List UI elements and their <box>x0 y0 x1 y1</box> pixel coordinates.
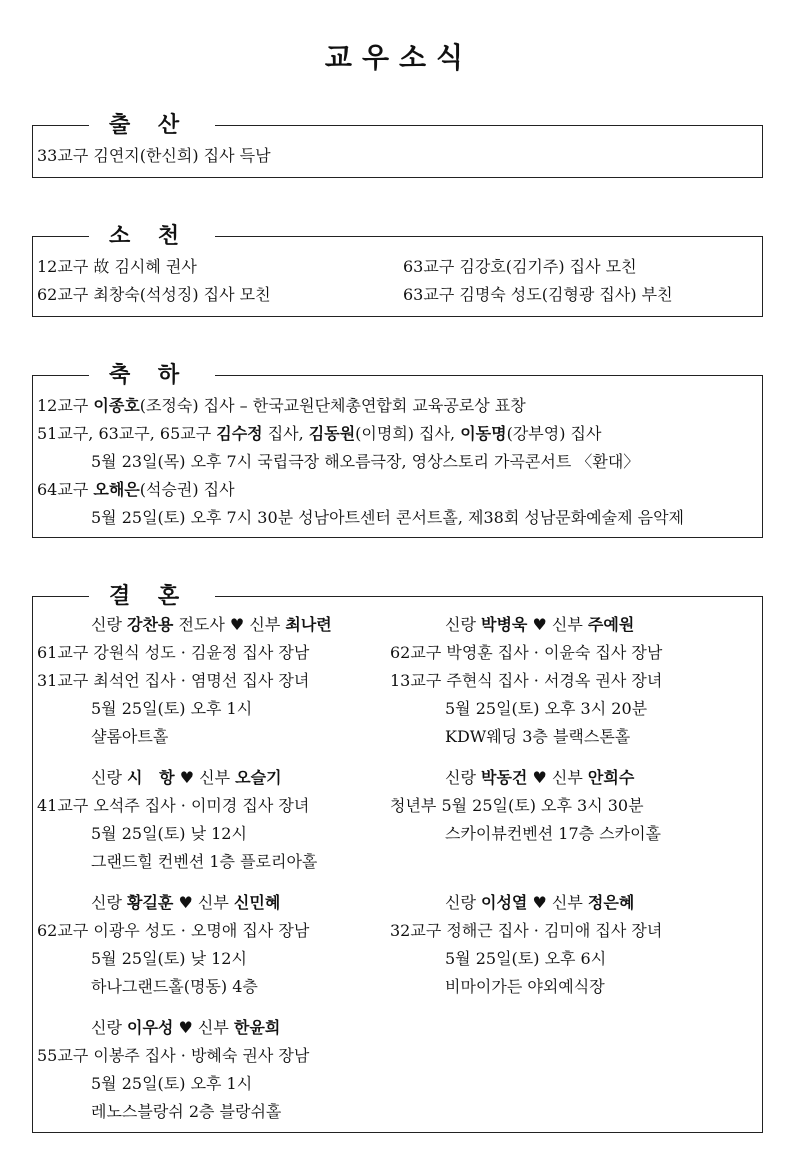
page-title: 교우소식 <box>324 41 474 74</box>
wedding-venue: 비마이가든 야외예식장 <box>445 977 605 996</box>
birth-section-title: 출 산 <box>89 110 215 140</box>
bride-name: 안희수 <box>587 768 635 787</box>
wedding-section <box>32 583 763 1133</box>
bride-prefix: 신부 <box>199 768 236 787</box>
death-section-title: 소 천 <box>89 221 215 251</box>
heart-icon: ♥ <box>178 1018 193 1037</box>
wedding-venue: KDW웨딩 3층 블랙스톤홀 <box>445 727 631 746</box>
congrats-section <box>32 362 763 538</box>
groom-prefix: 신랑 <box>91 615 127 634</box>
bride-name: 최나련 <box>285 615 332 634</box>
congrats-entry <box>37 480 235 500</box>
congrats-text: (이명희) 집사, <box>355 424 461 443</box>
groom-prefix: 신랑 <box>91 1018 127 1037</box>
wedding-couple-heading <box>91 768 282 788</box>
heart-icon: ♥ <box>178 893 193 912</box>
congrats-name: 김동원 <box>308 424 356 443</box>
congrats-text: (조정숙) 집사 – 한국교원단체총연합회 교육공로상 표창 <box>139 396 526 415</box>
groom-name: 이성열 <box>481 893 528 912</box>
groom-prefix: 신랑 <box>91 893 127 912</box>
bride-name: 정은혜 <box>587 893 635 912</box>
wedding-date: 5월 25일(토) 낮 12시 <box>91 949 247 968</box>
wedding-venue: 샬롬아트홀 <box>91 727 169 746</box>
congrats-text: 12교구 <box>37 396 94 415</box>
birth-entry: 33교구 김연지(한신희) 집사 득남 <box>37 146 271 165</box>
groom-prefix: 신랑 <box>445 615 481 634</box>
groom-name: 이우성 <box>127 1018 174 1037</box>
wedding-couple-heading <box>445 615 634 635</box>
heart-icon: ♥ <box>179 768 195 787</box>
wedding-parents: 55교구 이봉주 집사 · 방혜숙 권사 장남 <box>37 1046 310 1065</box>
heart-icon: ♥ <box>532 768 547 787</box>
wedding-date: 5월 25일(토) 오후 3시 20분 <box>445 699 648 718</box>
death-entry: 63교구 김강호(김기주) 집사 모친 <box>403 257 637 276</box>
groom-name: 시 항 <box>127 768 175 787</box>
congrats-text: 64교구 <box>37 480 94 499</box>
congrats-text: (석승권) 집사 <box>139 480 235 499</box>
congrats-name: 오해은 <box>93 480 140 499</box>
wedding-date: 5월 25일(토) 낮 12시 <box>91 824 247 843</box>
congrats-text: 집사, <box>262 424 309 443</box>
bride-prefix: 신부 <box>197 1018 234 1037</box>
wedding-venue: 레노스블랑쉬 2층 블랑쉬홀 <box>91 1102 282 1121</box>
wedding-date: 5월 25일(토) 오후 1시 <box>91 1074 253 1093</box>
congrats-entry <box>37 396 526 416</box>
wedding-parents: 32교구 정해근 집사 · 김미애 집사 장녀 <box>390 921 663 940</box>
bride-name: 주예원 <box>587 615 635 634</box>
wedding-parents: 41교구 오석주 집사 · 이미경 집사 장녀 <box>37 796 310 815</box>
wedding-parents: 62교구 이광우 성도 · 오명애 집사 장남 <box>37 921 310 940</box>
groom-name: 박동건 <box>481 768 528 787</box>
wedding-couple-heading <box>445 768 634 788</box>
birth-section <box>32 112 763 178</box>
death-entry: 62교구 최창숙(석성징) 집사 모친 <box>37 285 271 304</box>
congrats-name: 김수정 <box>216 424 263 443</box>
wedding-couple-heading <box>91 1018 280 1038</box>
groom-prefix: 신랑 <box>91 768 127 787</box>
wedding-parents: 31교구 최석언 집사 · 염명선 집사 장녀 <box>37 671 310 690</box>
wedding-date: 5월 25일(토) 오후 1시 <box>91 699 253 718</box>
death-entry: 63교구 김명숙 성도(김형광 집사) 부친 <box>403 285 673 304</box>
groom-name: 황길훈 <box>127 893 174 912</box>
wedding-couple-heading <box>91 615 332 635</box>
groom-name: 강찬용 <box>127 615 174 634</box>
bride-prefix: 신부 <box>197 893 234 912</box>
groom-suffix: 전도사 <box>173 615 230 634</box>
heart-icon: ♥ <box>229 615 245 634</box>
heart-icon: ♥ <box>532 893 547 912</box>
wedding-parents: 62교구 박영훈 집사 · 이윤숙 집사 장남 <box>390 643 663 662</box>
wedding-parents: 청년부 5월 25일(토) 오후 3시 30분 <box>390 796 644 815</box>
bride-prefix: 신부 <box>551 768 588 787</box>
death-section <box>32 223 763 317</box>
wedding-venue: 하나그랜드홀(명동) 4층 <box>91 977 258 996</box>
wedding-parents: 61교구 강원식 성도 · 김윤정 집사 장남 <box>37 643 310 662</box>
bride-name: 오슬기 <box>235 768 282 787</box>
congrats-detail: 5월 23일(목) 오후 7시 국립극장 해오름극장, 영상스토리 가곡콘서트 〈환대〉 <box>91 452 640 471</box>
bride-prefix: 신부 <box>551 615 588 634</box>
congrats-name: 이종호 <box>93 396 140 415</box>
heart-icon: ♥ <box>532 615 547 634</box>
groom-name: 박병욱 <box>481 615 528 634</box>
bride-prefix: 신부 <box>551 893 588 912</box>
groom-prefix: 신랑 <box>445 768 481 787</box>
wedding-couple-heading <box>91 893 280 913</box>
groom-prefix: 신랑 <box>445 893 481 912</box>
congrats-detail: 5월 25일(토) 오후 7시 30분 성남아트센터 콘서트홀, 제38회 성남문화예술제 음악제 <box>91 508 685 527</box>
congrats-text: 51교구, 63교구, 65교구 <box>37 424 217 443</box>
congrats-name: 이동명 <box>460 424 507 443</box>
congrats-entry <box>37 424 601 444</box>
bride-name: 신민혜 <box>233 893 281 912</box>
congrats-section-title: 축 하 <box>89 360 215 390</box>
bride-prefix: 신부 <box>249 615 286 634</box>
wedding-date: 5월 25일(토) 오후 6시 <box>445 949 607 968</box>
wedding-parents: 13교구 주현식 집사 · 서경옥 권사 장녀 <box>390 671 663 690</box>
wedding-couple-heading <box>445 893 634 913</box>
death-entry: 12교구 故 김시혜 권사 <box>37 257 197 276</box>
wedding-venue: 그랜드힐 컨벤션 1층 플로리아홀 <box>91 852 318 871</box>
wedding-venue: 스카이뷰컨벤션 17층 스카이홀 <box>445 824 662 843</box>
wedding-section-title: 결 혼 <box>89 581 215 611</box>
congrats-text: (강부영) 집사 <box>506 424 602 443</box>
bride-name: 한윤희 <box>233 1018 281 1037</box>
